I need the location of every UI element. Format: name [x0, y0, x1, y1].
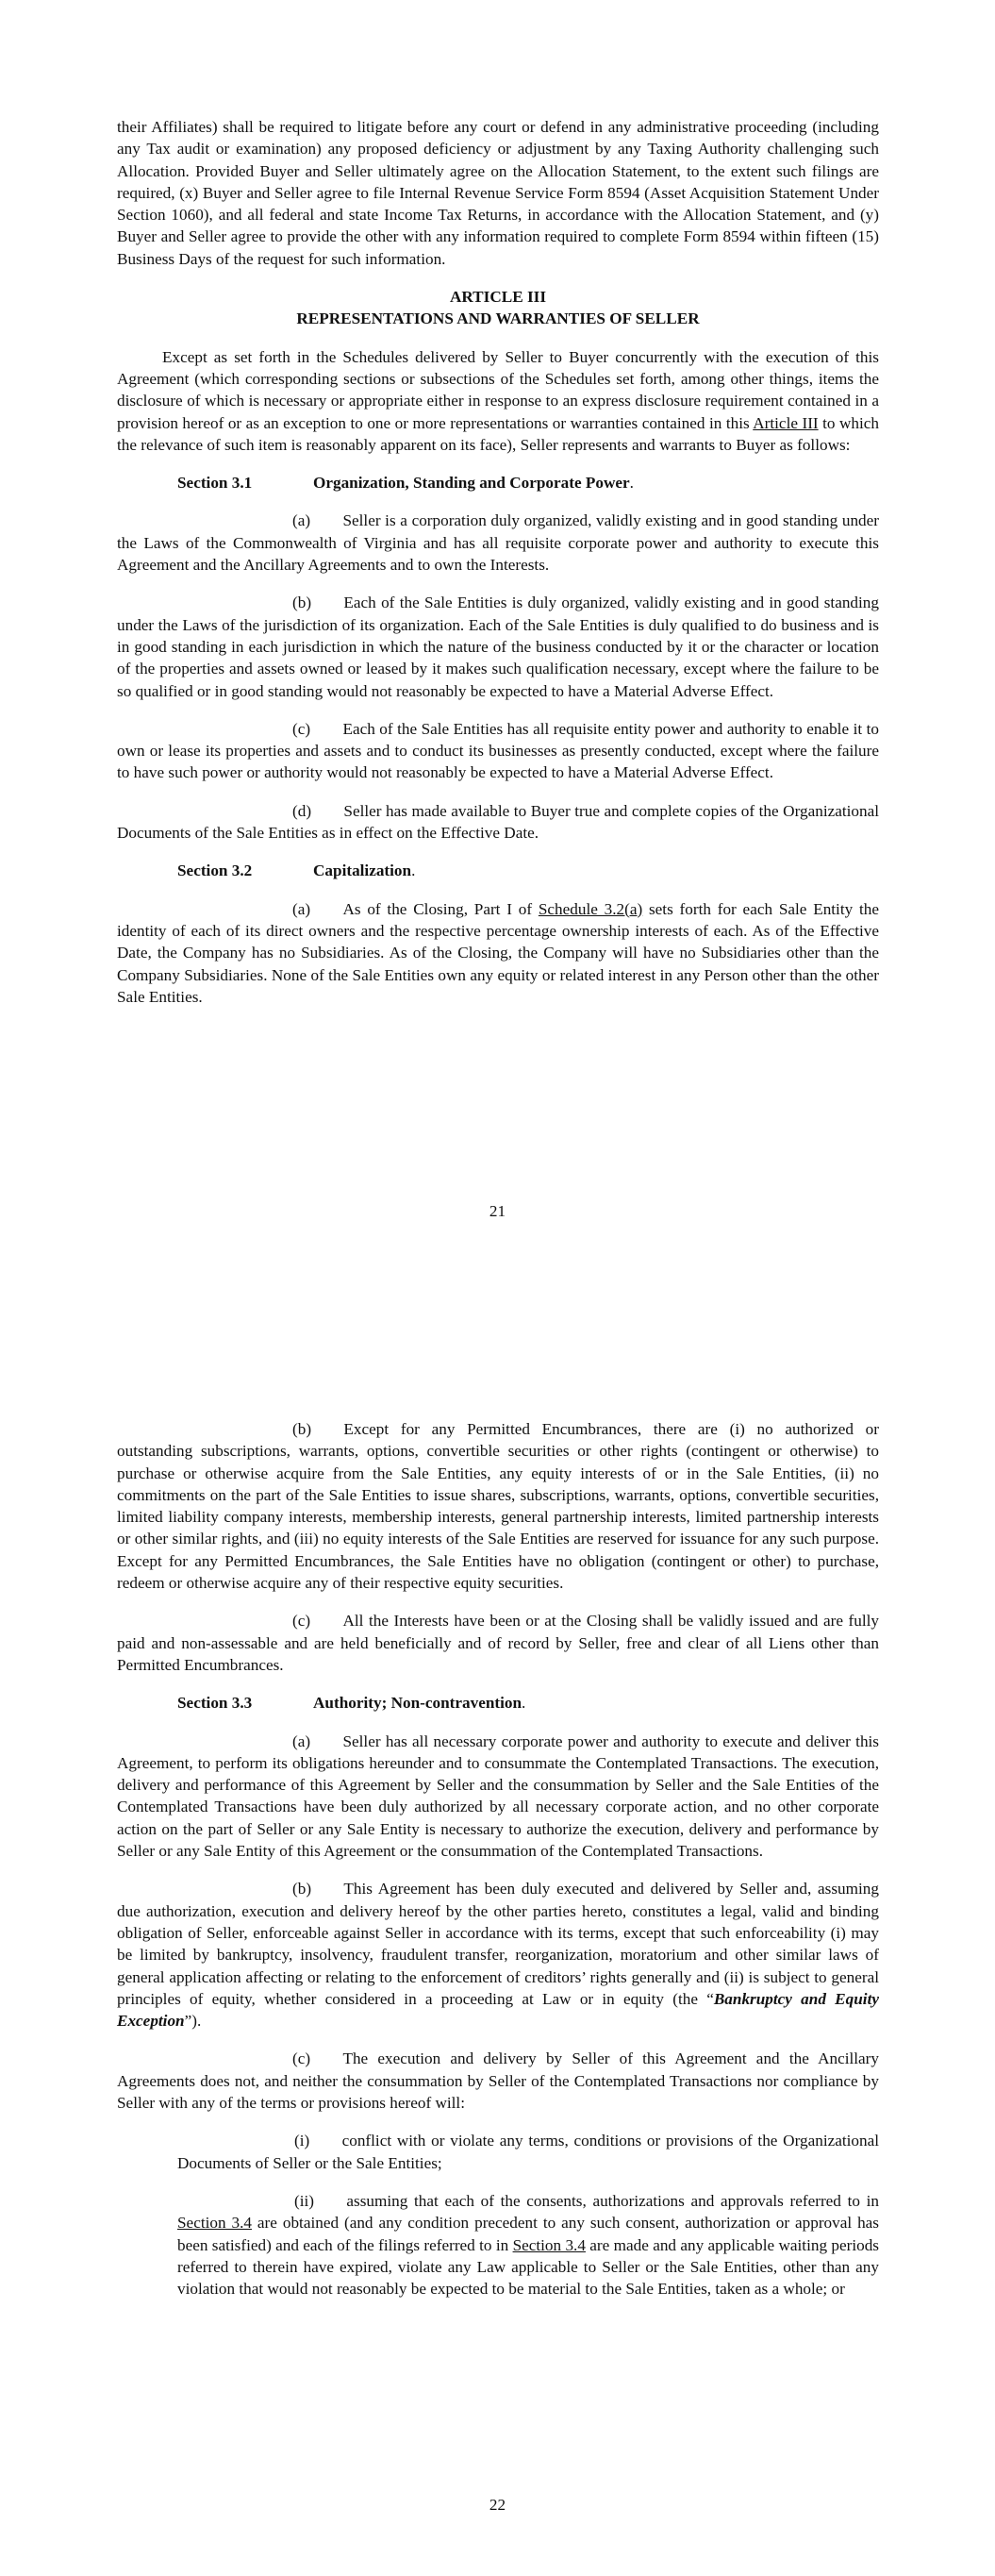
- section-3-1-d: (d) Seller has made available to Buyer true and complete copies of the Organizational Documents of the Sale Entities as in effect on the Effective Date.: [117, 801, 879, 843]
- section-3-2-heading: Section 3.2 Capitalization.: [177, 861, 416, 880]
- section-3-3-b: (b) This Agreement has been duly executed and delivered by Seller and, assuming due authorization, execution and delivery hereof by the other parties hereto, constitutes a legal, valid and binding obligation of Seller, enforceable against Seller in accordance with its terms, except that such enforceability (i) may be limited by bankruptcy, insolvency, fraudulent transfer, reorganization, moratorium and other similar laws of general application affecting or relating to the enforcement of creditors’ rights generally and (ii) is subject to general principles of equity, whether considered in a proceeding at Law or in equity (the “Bankruptcy and Equity Exception”).: [117, 1880, 879, 2031]
- section-3-3-heading: Section 3.3 Authority; Non-contravention.: [177, 1694, 526, 1713]
- section-3-1-a: (a) Seller is a corporation duly organized, validly existing and in good standing under the Laws of the Commonwealth of Virginia and has all requisite corporate power and authority to execute this Agreement and the Ancillary Agreements and to own the Interests.: [117, 511, 879, 575]
- page-number-21: 21: [489, 1202, 506, 1220]
- section-3-3-a: (a) Seller has all necessary corporate power and authority to execute and deliver this Agreement, to perform its obligations hereunder and to consummate the Contemplated Transactions. The execution, delivery and performance of this Agreement by Seller and the consummation by Seller and the Sale Entities of the Contemplated Transactions have been duly authorized by all necessary corporate action, and no other corporate action on the part of Seller or any Sale Entity is necessary to authorize the execution, delivery and performance by Seller or any Sale Entity of this Agreement or the consummation of the Contemplated Transactions.: [117, 1731, 879, 1861]
- section-3-4-link-2[interactable]: Section 3.4: [512, 2235, 586, 2254]
- section-3-4-link-1[interactable]: Section 3.4: [177, 2214, 252, 2233]
- section-3-3-c: (c) The execution and delivery by Seller of this Agreement and the Ancillary Agreements does not, and neither the consummation by Seller of the Contemplated Transactions nor compliance by Seller with any of the terms or provisions hereof will:: [117, 2049, 879, 2113]
- article-subtitle: REPRESENTATIONS AND WARRANTIES OF SELLER: [296, 309, 700, 328]
- schedule-3-2-a-link[interactable]: Schedule 3.2(a): [538, 899, 643, 918]
- article-iii-reference-link[interactable]: Article III: [753, 413, 819, 432]
- section-3-2-b: (b) Except for any Permitted Encumbrances, there are (i) no authorized or outstanding subscriptions, warrants, options, convertible securities or other rights (contingent or otherwise) to purchase or otherwise acquire from the Sale Entities, any equity interests of or in the Sale Entities, (ii) no commitments on the part of the Sale Entities to issue shares, subscriptions, warrants, options, convertible securities, limited liability company interests, membership interests, general partnership interests, limited partnership interests or other similar rights, and (iii) no equity interests of the Sale Entities are reserved for issuance for any such purpose. Except for any Permitted Encumbrances, the Sale Entities have no obligation (contingent or other) to purchase, redeem or otherwise acquire any of their respective equity securities.: [117, 1420, 879, 1593]
- section-3-1-c: (c) Each of the Sale Entities has all requisite entity power and authority to enable it to own or lease its properties and assets and to conduct its businesses as presently conducted, except where the failure to have such power or authority would not reasonably be expected to have a Material Adverse Effect.: [117, 719, 879, 782]
- page-21-body: [117, 116, 879, 1008]
- bankruptcy-equity-exception-term: Bankruptcy and Equity Exception: [117, 1989, 879, 2031]
- section-3-2-a: (a) As of the Closing, Part I of Schedule 3.2(a) sets forth for each Sale Entity the identity of each of its direct owners and the respective percentage ownership interests of each. As of the Effective Date, the Company has no Subsidiaries. As of the Closing, the Company will have no Subsidiaries other than the Company Subsidiaries. None of the Sale Entities own any equity or related interest in any Person other than the other Sale Entities.: [117, 899, 879, 1006]
- article-title: ARTICLE III: [449, 288, 547, 307]
- allocation-paragraph: their Affiliates) shall be required to litigate before any court or defend in any administrative proceeding (including any Tax audit or examination) any proposed deficiency or adjustment by any Taxing Authority challenging such Allocation. Provided Buyer and Seller ultimately agree on the Allocation Statement, to the extent such filings are required, (x) Buyer and Seller agree to file Internal Revenue Service Form 8594 (Asset Acquisition Statement Under Section 1060), and all federal and state Income Tax Returns, in accordance with the Allocation Statement, and (y) Buyer and Seller agree to provide the other with any information required to complete Form 8594 within fifteen (15) Business Days of the request for such information.: [117, 118, 879, 268]
- section-3-2-c: (c) All the Interests have been or at the Closing shall be validly issued and are fully paid and non-assessable and are held beneficially and of record by Seller, free and clear of all Liens other than Permitted Encumbrances.: [117, 1612, 879, 1674]
- page-22: [0, 1288, 995, 2576]
- article-intro-paragraph: Except as set forth in the Schedules delivered by Seller to Buyer concurrently with the execution of this Agreement (which corresponding sections or subsections of the Schedules set forth, among other things, items the disclosure of which is necessary or appropriate either in response to an express disclosure requirement contained in a provision hereof or as an exception to one or more representations or warranties contained in this Article III to which the relevance of such item is reasonably apparent on its face), Seller represents and warrants to Buyer as follows:: [117, 347, 880, 454]
- section-3-1-b: (b) Each of the Sale Entities is duly organized, validly existing and in good standing under the Laws of the jurisdiction of its organization. Each of the Sale Entities is duly qualified to do business and is in good standing in each jurisdiction in which the nature of the business conducted by it or the character or location of the properties and assets owned or leased by it makes such qualification necessary, except where the failure to be so qualified or in good standing would not reasonably be expected to have a Material Adverse Effect.: [117, 594, 879, 700]
- page-22-body: [117, 1418, 879, 2300]
- section-3-1-heading: Section 3.1 Organization, Standing and Corporate Power.: [177, 474, 634, 493]
- section-3-3-c-i: (i) conflict with or violate any terms, conditions or provisions of the Organizational Documents of Seller or the Sale Entities;: [177, 2132, 879, 2172]
- page-number-22: 22: [489, 2496, 506, 2514]
- section-3-3-c-ii: (ii) assuming that each of the consents, authorizations and approvals referred to in Section 3.4 are obtained (and any condition precedent to any such consent, authorization or approval has been satisfied) and each of the filings referred to in Section 3.4 are made and any applicable waiting periods referred to therein have expired, violate any Law applicable to Seller or the Sale Entities, other than any violation that would not reasonably be expected to be material to the Sale Entities, taken as a whole; or: [177, 2191, 879, 2299]
